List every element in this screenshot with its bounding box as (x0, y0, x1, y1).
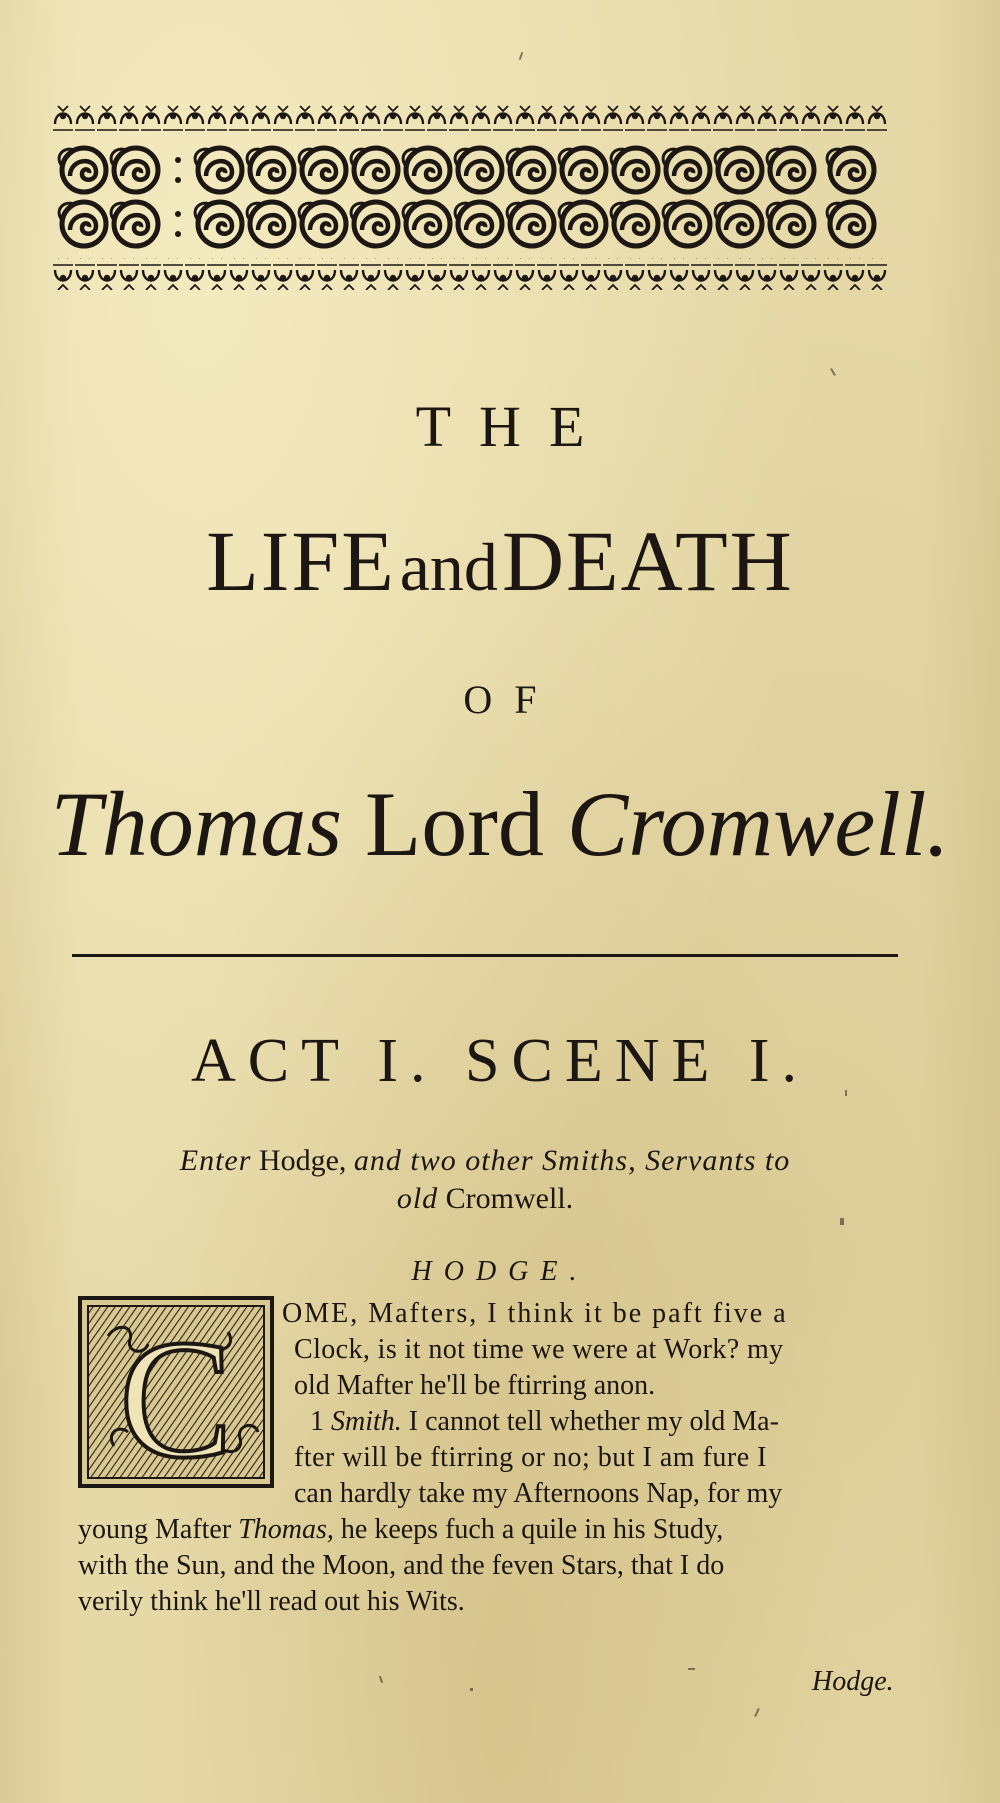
paper-speck (845, 1090, 847, 1096)
body-line-4-text: I cannot tell whether my old Ma- (408, 1406, 779, 1437)
speaker-name: HODGE. (411, 1256, 589, 1287)
body-line-9: verily think he'll read out his Wits. (78, 1586, 465, 1617)
body-line-2: Clock, is it not time we were at Work? my (294, 1334, 784, 1365)
body-line-5: fter will be ftirring or no; but I am fure I (294, 1442, 767, 1473)
title-word-life: LIFE (206, 513, 396, 609)
body-line-7-a: young Mafter (78, 1514, 232, 1545)
title-of: OF (463, 677, 559, 722)
stage-cromwell: Cromwell. (445, 1182, 574, 1215)
body-line-7-b: he keeps fuch a quile in his Study, (340, 1514, 724, 1545)
decorated-initial-letter: C (119, 1305, 233, 1488)
paper-speck (840, 1218, 844, 1225)
paper-speck (519, 52, 524, 60)
paper-speck (754, 1708, 760, 1717)
title-divider-rule (72, 954, 898, 957)
speaker-number: 1 (310, 1406, 324, 1437)
body-line-4 (310, 1408, 779, 1436)
title-name (0, 773, 1000, 875)
stage-old: old (396, 1182, 439, 1215)
body-line-3: old Mafter he'll be ftirring anon. (294, 1370, 656, 1401)
catchword: Hodge. (812, 1666, 894, 1697)
title-name-lord: Lord (365, 773, 544, 875)
stage-enter: Enter (179, 1144, 252, 1177)
stage-direction (72, 1142, 898, 1218)
paper-speck (688, 1668, 695, 1670)
stage-hodge: Hodge, (258, 1144, 347, 1177)
body-line-7 (78, 1516, 723, 1544)
paper-speck (379, 1676, 383, 1683)
stage-smiths: and two other Smiths, Servants to (353, 1144, 791, 1177)
speaker-smith: Smith. (331, 1406, 402, 1437)
title-name-cromwell: Cromwell. (566, 773, 950, 875)
paper-speck (470, 1688, 473, 1691)
paper-speck (830, 368, 836, 376)
ornamental-headpiece (52, 102, 888, 302)
body-line-1 (282, 1300, 788, 1328)
title-word-and: and (399, 529, 498, 605)
decorated-initial (78, 1296, 274, 1488)
title-name-thomas: Thomas (50, 773, 343, 875)
title-life-and-death (0, 513, 1000, 609)
body-line-1-text: OME, Mafters, I think it be paft five a (282, 1298, 788, 1329)
title-word-death: DEATH (501, 513, 794, 609)
body-line-7-thomas: Thomas, (238, 1514, 334, 1545)
body-line-8: with the Sun, and the Moon, and the feven Stars, that I do (78, 1550, 725, 1581)
title-the: THE (415, 394, 613, 459)
body-line-6: can hardly take my Afternoons Nap, for my (294, 1478, 783, 1509)
act-scene-heading: ACT I. SCENE I. (190, 1027, 810, 1095)
